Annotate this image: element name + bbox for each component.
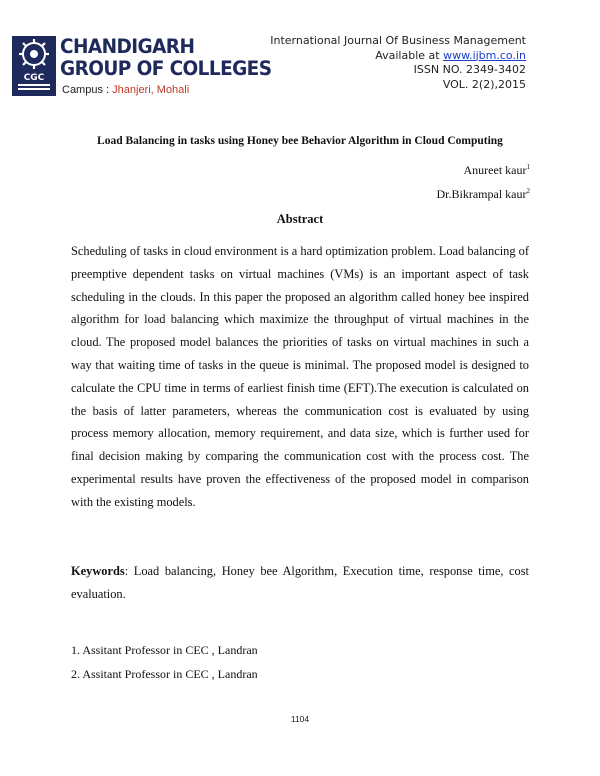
affiliation-2: 2. Assitant Professor in CEC , Landran (71, 667, 258, 681)
abstract-heading: Abstract (276, 212, 324, 226)
campus-location: Jhanjeri, Mohali (112, 84, 190, 96)
author-1-name: Anureet kaur (463, 163, 527, 177)
college-name-line1: CHANDIGARH (60, 36, 195, 59)
journal-header (270, 34, 526, 92)
journal-issn: ISSN NO. 2349-3402 (413, 63, 526, 76)
seal-text: CGC (23, 73, 45, 83)
abstract-body: Scheduling of tasks in cloud environment is a hard optimization problem. Load balancing of preemptive dependent tasks on virtual machines (VMs) is an important aspect of task scheduling in the clouds. In this paper the proposed an algorithm called honey bee inspired algorithm for load balancing which maximize the throughput of virtual machines in the cloud. The proposed model balances the priorities of tasks on virtual machines in such a way that waiting time of tasks in the queue is minimal. The proposed model is designed to calculate the CPU time in terms of earliest finish time (EFT).The execution is calculated on the basis of latter parameters, whereas the communication cost is evaluated by using process memory allocation, memory requirement, and data size, which is further used for final decision making by comparing the communication cost with the process cost. The experimental results have proven the effectiveness of the proposed model in comparison with the existing models. (71, 244, 529, 509)
journal-name: International Journal Of Business Management (270, 34, 526, 47)
campus-label: Campus : (62, 84, 110, 96)
college-name (60, 36, 271, 81)
journal-url-link[interactable]: www.ijbm.co.in (443, 48, 526, 62)
page-number: 1104 (290, 714, 310, 724)
college-name-line2: GROUP OF COLLEGES (60, 58, 272, 81)
author-1-sup: 1 (526, 163, 530, 171)
college-seal-icon (12, 36, 56, 96)
keywords (71, 560, 529, 606)
college-logo (12, 36, 272, 102)
keywords-label: Keywords (71, 564, 125, 578)
campus-line (62, 84, 189, 96)
journal-available-prefix: Available at (375, 48, 440, 62)
affiliation-1: 1. Assitant Professor in CEC , Landran (71, 643, 258, 657)
paper-title: Load Balancing in tasks using Honey bee Behavior Algorithm in Cloud Computing (97, 135, 503, 147)
author-2 (437, 187, 530, 202)
author-2-sup: 2 (526, 187, 530, 195)
keywords-text: : Load balancing, Honey bee Algorithm, Execution time, response time, cost evaluation. (71, 564, 529, 601)
journal-availability (270, 49, 526, 64)
author-2-name: Dr.Bikrampal kaur (436, 187, 527, 201)
journal-volume: VOL. 2(2),2015 (442, 77, 526, 91)
author-1 (464, 163, 530, 178)
